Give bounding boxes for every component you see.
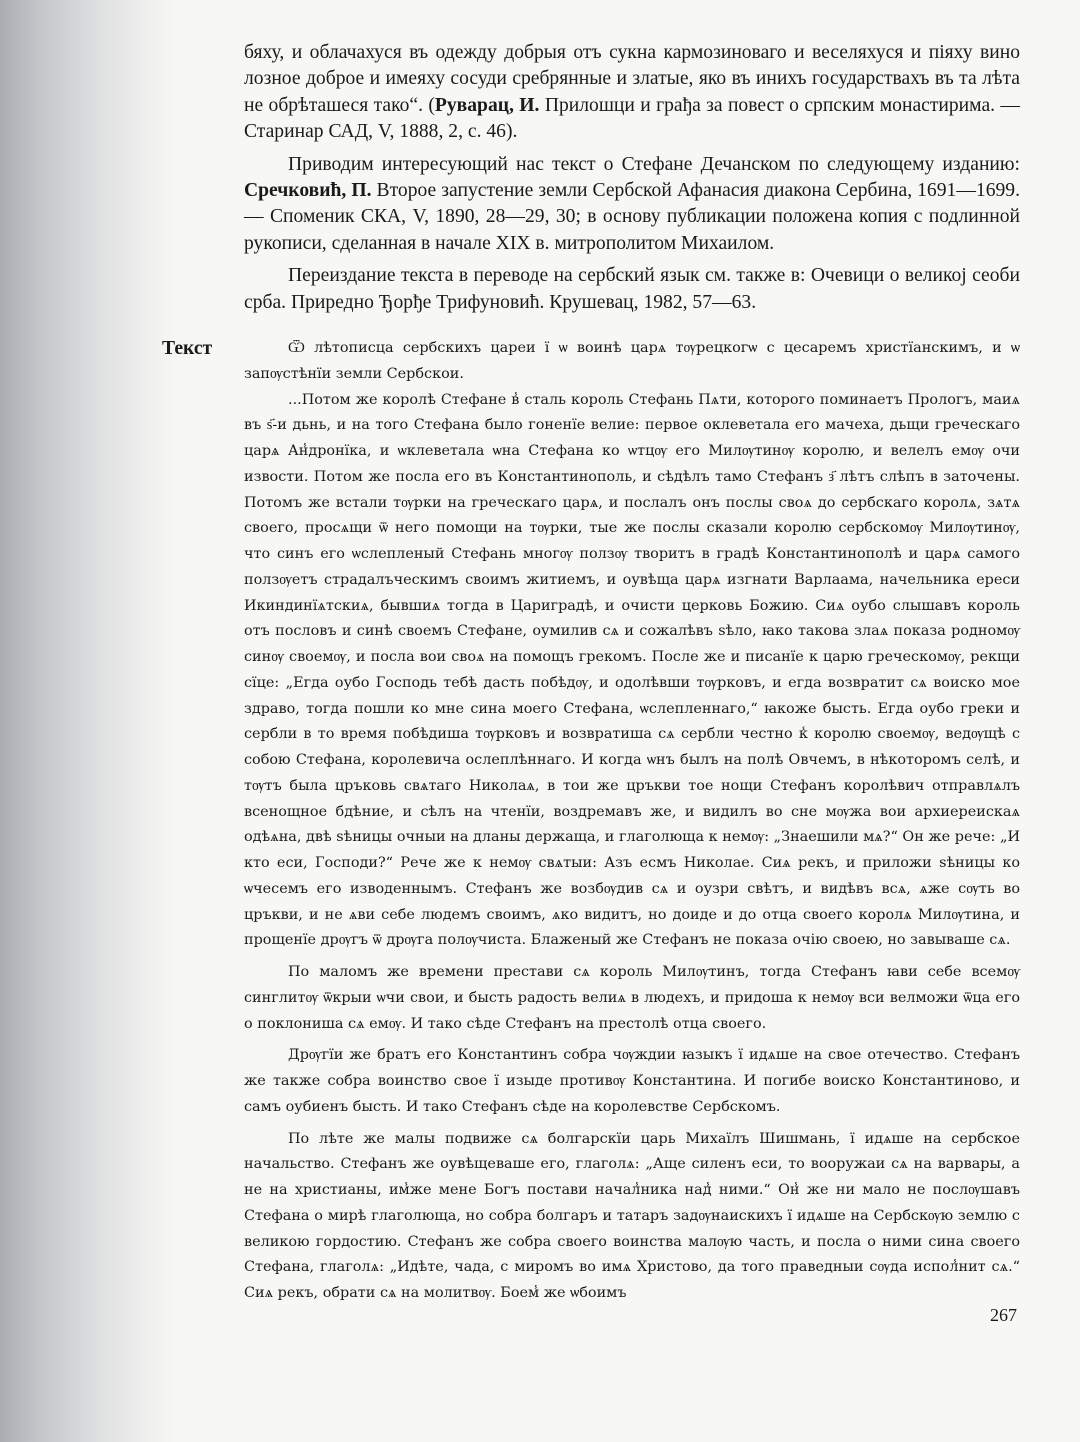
intro-paragraph-2: Приводим интересующий нас текст о Стефане Дечанском по следующему изданию: Сречковић, П. Второе запустение земли Сербской Афанасия диакона Сербина, 1691—1699. — Споменик СКА, V, 1890, 28—29, 30; в основу публикации положена копия с подлинной рукописи, сделанная в начале XIX в. митрополитом Михаилом. [244,153,1020,254]
text-paragraph-4: По лѣте же малы подвиже сѧ болгарскїи царь Михаїлъ Шишмань, ї идѧше на сербское начальство. Стефанъ же оувѣщеваше его, глаголѧ: „Аще силенъ еси, то вооружаи сѧ на варвары, а не на христианы, им̾же мене Богъ постави начал̾ника над̾ ними.“ Он̾ же ни мало не послѹшавъ Стефана о мирѣ глаголюща, но собра болгаръ и татаръ задѹнаискихъ ї идѧше на Сербскѹю землю с великою гордостию. Стефанъ же собра своего воинства малѹю часть, и посла о ними сина своего Стефана, глаголѧ: „Идѣте, чада, с миромъ во имѧ Христово, да того праведныи сѹда испол̾нит сѧ.“ Сиѧ рекъ, обрати сѧ на молитвѹ. Боем̾ же ѡбоимъ [244,1130,1020,1301]
section-label: Текст [162,338,213,359]
ref-author-2: Сречковић, П. [244,180,372,202]
intro-block [244,40,1020,322]
text-paragraph-1: ...Потом же королѣ Стефане в̾ сталь король Стефань Пѧти, которого поминаетъ Прологъ, маиѧ въ ѕ҃-и дьнь, и на того Стефана было гоненїе велие: первое оклеветала его мачеха, дьщи греческаго царѧ Ан̾дронїка, и ѡклеветала ѡна Стефана ко ѡтцѹ его Милѹтинѹ королю, и велелъ емѹ очи извости. Потом же посла его въ Константинополь, и сѣдѣлъ тамо Стефанъ з҃ лѣтъ слѣпъ в заточены. Потомъ же встали тѹрки на греческаго царѧ, и послалъ онъ послы своѧ до сербскаго королѧ, зѧтѧ своего, просѧщи ѿ него помощи на тѹрки, тые же послы сказали королю сербскомѹ Милѹтинѹ, что синъ его ѡслепленый Стефань многѹ ползѹ творитъ в градѣ Константинополѣ и царѧ самого ползѹетъ страдалъческимъ своимъ житиемъ, и оувѣща царѧ изгнати Варлаама, начельника ереси Икиндинїѧтскиѧ, бывшиѧ тогда в Цариградѣ, и очисти церковь Божию. Сиѧ оубо слышавъ король отъ пословъ и синѣ своемъ Стефане, оумилив сѧ и сожалѣвъ ѕѣло, ꙗко такова злаѧ показа родномѹ синѹ своемѹ, и посла вои своѧ на помощъ грекомъ. После же и писанїе к царю греческомѹ, рекщи сїце: „Егда оубо Господь тебѣ дасть побѣдѹ, и одолѣвши тѹрковъ, и егда возвратит сѧ воиско мое здраво, тогда пошли ко мне сина моего Стефана, ѡслепленнаго,“ ꙗкоже бысть. Егда оубо греки и сербли в то время побѣдиша тѹрковъ и возвратиша сѧ сербли честно к̾ королю своемѹ, ведѹщѣ с собою Стефана, королевича ослеплѣннаго. И когда ѡнъ былъ на полѣ Овчемъ, в нѣкоторомъ селѣ, и тѹтъ была цръковь свѧтаго Николаѧ, в тои же цръкви тое нощи Стефанъ королѣвич отправлѧлъ всенощное бдѣние, и сѣлъ на чтенїи, воздремавъ же, и видилъ во сне мѹжа вои архиереискаѧ одѣѧна, двѣ ѕѣницы очныи на дланы держаща, и глаголюща к немѹ: „Знаешили мѧ?“ Он же рече: „И кто еси, Господи?“ Рече же к немѹ свѧтыи: Азъ есмъ Николае. Сиѧ рекъ, и приложи ѕѣницы ко ѡчесемъ его изводеннымъ. Стефанъ же возбѹдив сѧ и оузри свѣтъ, и видѣвъ всѧ, ѧже сѹть во цръкви, и не ѧви себе людемъ своимъ, ѧко видитъ, но доиде и до отца своего королѧ Милѹтина, и прощенїе дрѹгъ ѿ дрѹга полѹчиста. Блаженый же Стефанъ не показа очію своею, но завываше сѧ. [244,391,1020,949]
page-number: 267 [990,1305,1017,1325]
church-slavonic-text [244,336,1020,1307]
text-paragraph-3: Дрѹгїи же братъ его Константинъ собра чѹждии ꙗзыкъ ї идѧше на свое отечество. Стефанъ же также собра воинство свое ї изыде противѹ Константина. И погибе воиско Константиново, и самъ оубиенъ бысть. И тако Стефанъ сѣде на королевстве Сербскомъ. [244,1047,1020,1115]
ref-author-1: Руварац, И. [434,94,540,116]
intro-paragraph-1: бяху, и облачахуся въ одежду добрыя отъ сукна кармозиноваго и веселяхуся и піяху вино лозное доброе и имеяху сосуди сребрянные и златые, яко въ инихъ государствахъ въ та лѣта не обрѣташеся тако“. (Руварац, И. Прилошци и грађа за повест о српским монастирима. — Старинар САД, V, 1888, 2, с. 46). [244,42,1020,143]
intro-paragraph-3: Переиздание текста в переводе на сербский язык см. также в: Очевици о великој сеоби срба. Приредно Ђорђе Трифуновић. Крушевац, 1982, 57—63. [244,265,1020,313]
text-paragraph-2: По маломъ же времени престави сѧ король Милѹтинъ, тогда Стефанъ ꙗви себе всемѹ синглитѹ ѿкрыи ѡчи свои, и бысть радость велиѧ в людехъ, и придоша к немѹ вси велможи ѿца его о поклониша сѧ емѹ. И тако сѣде Стефанъ на престолѣ отца своего. [244,964,1020,1032]
text-title: Ѿ лѣтописца сербскихъ цареи ї ѡ воинѣ царѧ тѹрецкогѡ с цесаремъ христїанскимъ, и ѡ запѹстѣнїи земли Сербскои. [244,340,1020,382]
